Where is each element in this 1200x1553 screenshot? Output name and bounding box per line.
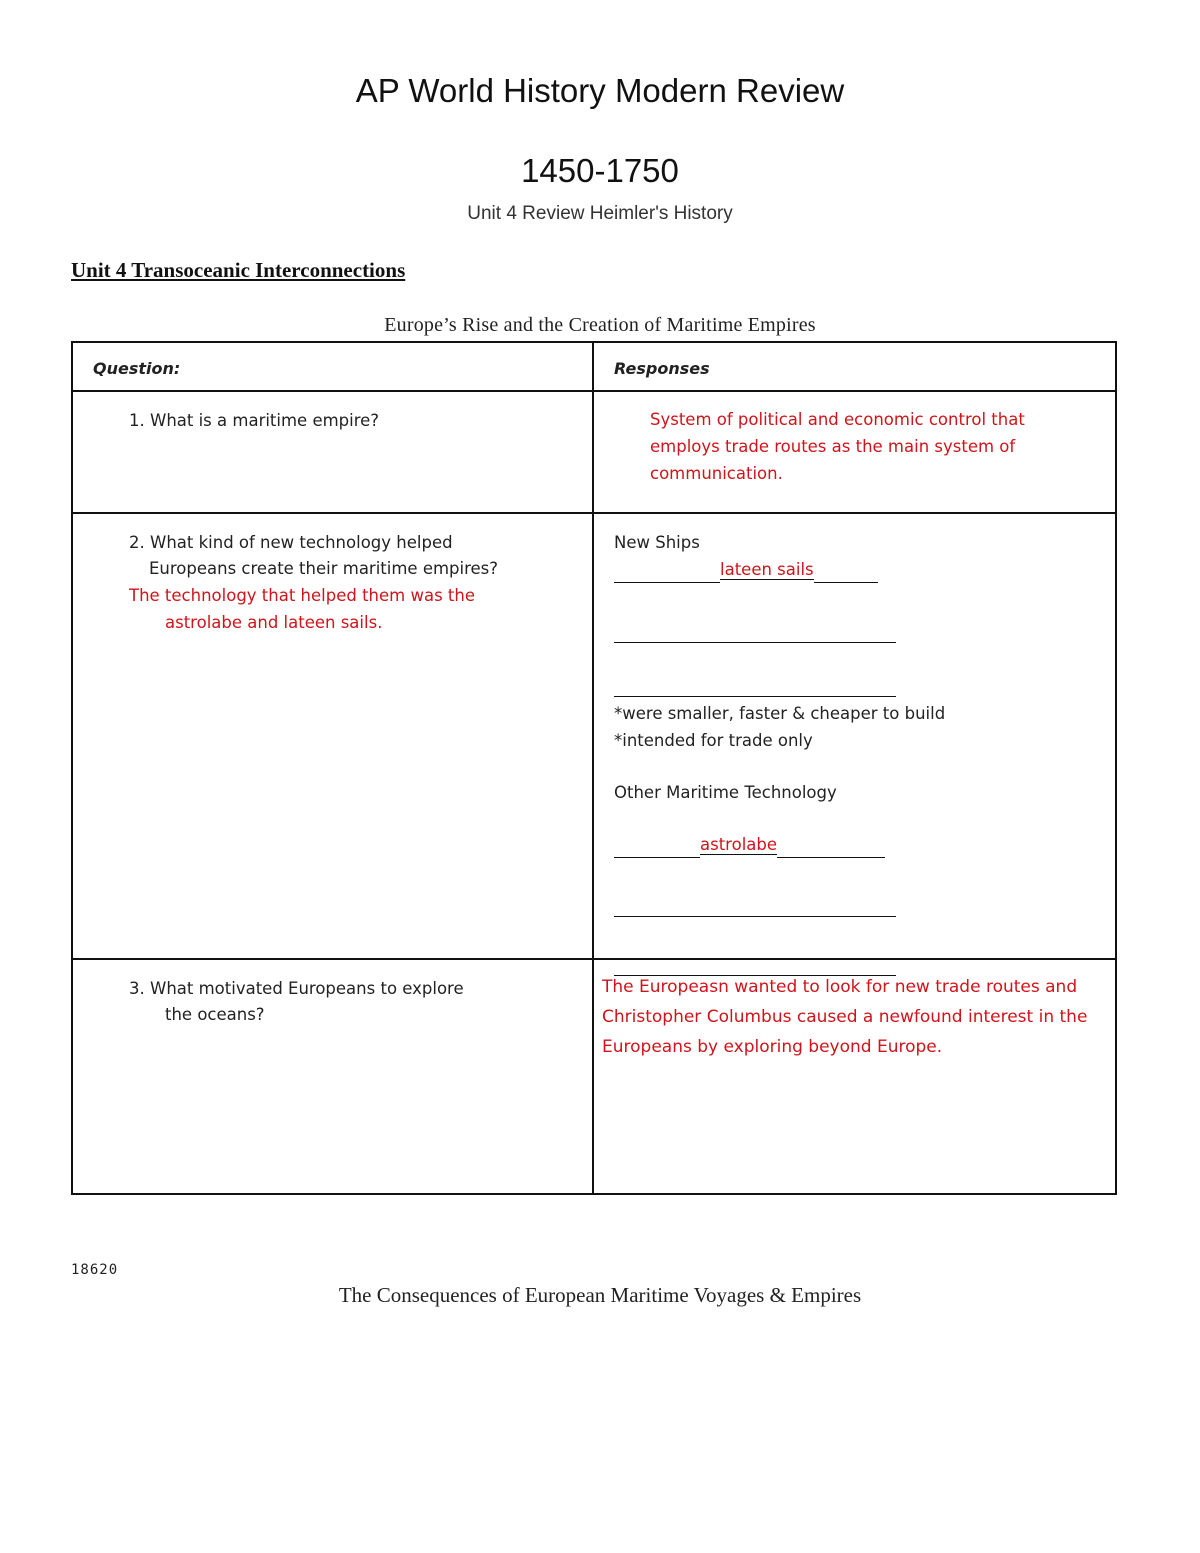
header-responses-cell [593,342,1116,391]
header-question-label: Question: [93,359,181,378]
document-title: AP World History Modern Review [355,72,845,109]
response-line: employs trade routes as the main system of [650,437,1016,456]
response-line: The Europeasn wanted to look for new trade routes and [602,977,1078,997]
blank-line [614,617,1094,643]
response-line: System of political and economic control that [650,410,1025,429]
question-text: Europeans create their maritime empires? [149,559,499,578]
table-header-row [72,342,1116,391]
other-tech-label: Other Maritime Technology [614,783,837,802]
question-answer: astrolabe and lateen sails. [165,613,383,632]
document-subtitle: Unit 4 Review Heimler's History [467,203,733,224]
question-answer: The technology that helped them was the [129,586,476,605]
question-text: What motivated Europeans to explore [150,979,464,998]
question-number: 2. [129,533,145,552]
fill-in-line [614,557,1094,583]
fill-in-answer: lateen sails [720,560,814,579]
response-cell-3 [593,959,1116,1194]
new-ships-label: New Ships [614,533,700,552]
note-line: *were smaller, faster & cheaper to build [614,704,946,723]
response-cell-2 [593,513,1116,959]
response-line: communication. [650,464,783,483]
page-number: 18620 [71,1262,119,1278]
question-text: What is a maritime empire? [150,411,380,430]
fill-in-answer: astrolabe [700,835,778,854]
question-cell-1 [72,391,593,513]
response-line: Christopher Columbus caused a newfound interest in the [602,1007,1088,1027]
response-cell-1 [593,391,1116,513]
table-row [72,959,1116,1194]
response-line: Europeans by exploring beyond Europe. [602,1037,943,1057]
blank-line [614,671,1094,697]
blank-line [614,891,1094,917]
table-row [72,391,1116,513]
unit-heading: Unit 4 Transoceanic Interconnections [71,258,406,282]
question-text: the oceans? [165,1005,265,1024]
question-number: 3. [129,979,145,998]
table-row [72,513,1116,959]
question-number: 1. [129,411,145,430]
next-section-title: The Consequences of European Maritime Voyages & Empires [338,1283,862,1307]
header-responses-label: Responses [614,359,710,378]
note-line: *intended for trade only [614,731,813,750]
section-title: Europe’s Rise and the Creation of Maritime Empires [384,314,816,336]
fill-in-line [614,832,1094,858]
question-cell-3 [72,959,593,1194]
review-table [71,341,1117,1195]
question-text: What kind of new technology helped [150,533,453,552]
era-years: 1450-1750 [521,152,679,189]
question-cell-2 [72,513,593,959]
header-question-cell [72,342,593,391]
